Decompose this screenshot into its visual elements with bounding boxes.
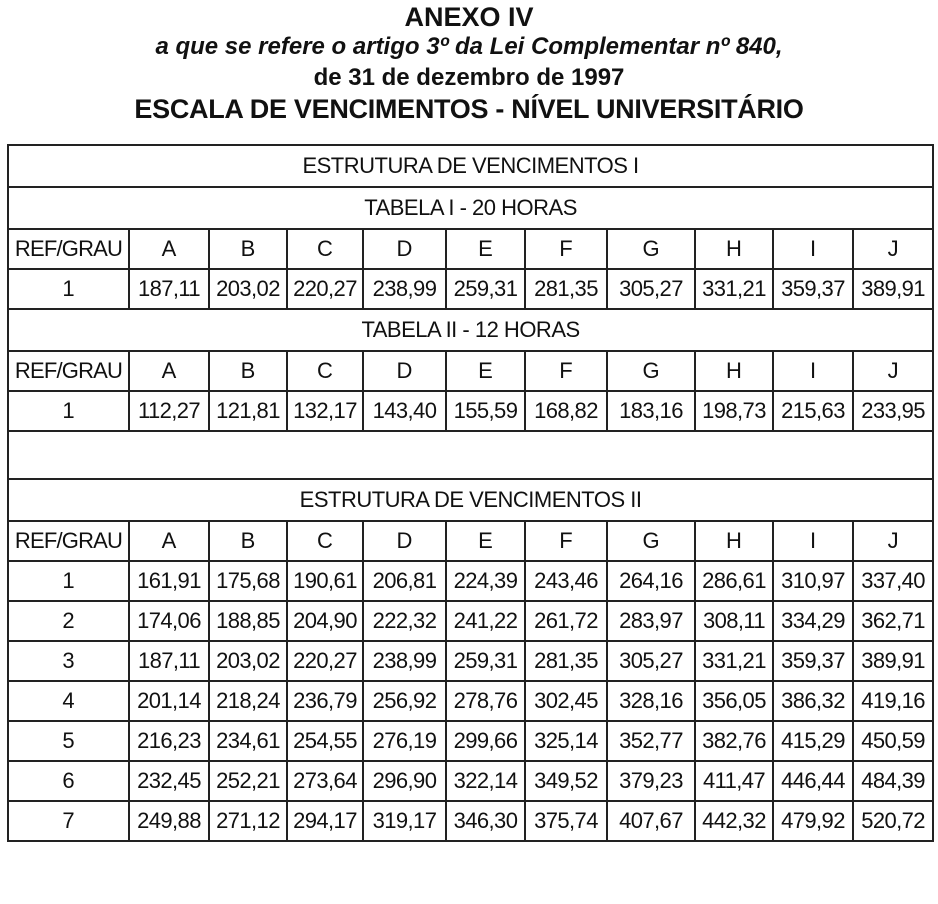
column-header: F (525, 351, 607, 391)
column-header: G (607, 351, 695, 391)
value-cell: 256,92 (363, 681, 446, 721)
value-cell: 479,92 (773, 801, 853, 841)
table-row (8, 801, 933, 841)
value-cell: 155,59 (446, 391, 525, 431)
value-cell: 331,21 (695, 269, 773, 309)
ref-cell: 7 (8, 801, 129, 841)
value-cell: 305,27 (607, 269, 695, 309)
column-header: REF/GRAU (8, 521, 129, 561)
table-row (8, 601, 933, 641)
value-cell: 362,71 (853, 601, 933, 641)
value-cell: 337,40 (853, 561, 933, 601)
ref-cell: 3 (8, 641, 129, 681)
value-cell: 241,22 (446, 601, 525, 641)
salary-table (7, 144, 934, 842)
column-header: C (287, 229, 363, 269)
value-cell: 386,32 (773, 681, 853, 721)
value-cell: 183,16 (607, 391, 695, 431)
column-header: I (773, 229, 853, 269)
value-cell: 261,72 (525, 601, 607, 641)
ref-cell: 2 (8, 601, 129, 641)
estrutura-2-title: ESTRUTURA DE VENCIMENTOS II (8, 479, 933, 521)
value-cell: 198,73 (695, 391, 773, 431)
value-cell: 310,97 (773, 561, 853, 601)
law-date: de 31 de dezembro de 1997 (313, 64, 625, 91)
value-cell: 319,17 (363, 801, 446, 841)
value-cell: 382,76 (695, 721, 773, 761)
value-cell: 349,52 (525, 761, 607, 801)
spacer-row (8, 431, 933, 479)
tabela-1-title-row (8, 187, 933, 229)
value-cell: 359,37 (773, 641, 853, 681)
value-cell: 484,39 (853, 761, 933, 801)
value-cell: 232,45 (129, 761, 209, 801)
value-cell: 218,24 (209, 681, 287, 721)
value-cell: 236,79 (287, 681, 363, 721)
value-cell: 204,90 (287, 601, 363, 641)
value-cell: 190,61 (287, 561, 363, 601)
value-cell: 356,05 (695, 681, 773, 721)
value-cell: 450,59 (853, 721, 933, 761)
column-header: A (129, 229, 209, 269)
value-cell: 234,61 (209, 721, 287, 761)
column-header: J (853, 351, 933, 391)
ref-cell: 5 (8, 721, 129, 761)
estrutura-2-title-row (8, 479, 933, 521)
value-cell: 389,91 (853, 641, 933, 681)
value-cell: 215,63 (773, 391, 853, 431)
column-header: B (209, 229, 287, 269)
column-header: H (695, 521, 773, 561)
value-cell: 302,45 (525, 681, 607, 721)
ref-cell: 1 (8, 269, 129, 309)
value-cell: 243,46 (525, 561, 607, 601)
value-cell: 238,99 (363, 269, 446, 309)
column-header: C (287, 521, 363, 561)
value-cell: 379,23 (607, 761, 695, 801)
spacer-cell (8, 431, 933, 479)
value-cell: 407,67 (607, 801, 695, 841)
column-header: H (695, 229, 773, 269)
salary-scale-title: ESCALA DE VENCIMENTOS - NÍVEL UNIVERSITÁRIO (134, 94, 804, 124)
value-cell: 359,37 (773, 269, 853, 309)
column-header: A (129, 351, 209, 391)
value-cell: 419,16 (853, 681, 933, 721)
value-cell: 442,32 (695, 801, 773, 841)
value-cell: 334,29 (773, 601, 853, 641)
ref-cell: 1 (8, 561, 129, 601)
table-row (8, 641, 933, 681)
column-header: E (446, 351, 525, 391)
value-cell: 188,85 (209, 601, 287, 641)
column-header: I (773, 351, 853, 391)
value-cell: 294,17 (287, 801, 363, 841)
column-header: H (695, 351, 773, 391)
value-cell: 132,17 (287, 391, 363, 431)
column-header: I (773, 521, 853, 561)
law-reference: a que se refere o artigo 3º da Lei Complementar nº 840, (155, 33, 783, 60)
value-cell: 283,97 (607, 601, 695, 641)
value-cell: 238,99 (363, 641, 446, 681)
value-cell: 201,14 (129, 681, 209, 721)
estrutura-1-title-row (8, 145, 933, 187)
value-cell: 187,11 (129, 269, 209, 309)
value-cell: 233,95 (853, 391, 933, 431)
value-cell: 520,72 (853, 801, 933, 841)
value-cell: 259,31 (446, 269, 525, 309)
table-row (8, 391, 933, 431)
value-cell: 254,55 (287, 721, 363, 761)
value-cell: 322,14 (446, 761, 525, 801)
value-cell: 276,19 (363, 721, 446, 761)
column-header: J (853, 521, 933, 561)
value-cell: 203,02 (209, 269, 287, 309)
column-header: D (363, 521, 446, 561)
column-header: C (287, 351, 363, 391)
value-cell: 112,27 (129, 391, 209, 431)
value-cell: 249,88 (129, 801, 209, 841)
value-cell: 224,39 (446, 561, 525, 601)
column-header: D (363, 351, 446, 391)
table-row (8, 761, 933, 801)
column-header: G (607, 521, 695, 561)
value-cell: 168,82 (525, 391, 607, 431)
value-cell: 143,40 (363, 391, 446, 431)
ref-cell: 6 (8, 761, 129, 801)
column-header: REF/GRAU (8, 229, 129, 269)
column-header-row (8, 521, 933, 561)
value-cell: 174,06 (129, 601, 209, 641)
value-cell: 121,81 (209, 391, 287, 431)
tabela-2-title-row (8, 309, 933, 351)
value-cell: 271,12 (209, 801, 287, 841)
table-row (8, 681, 933, 721)
value-cell: 308,11 (695, 601, 773, 641)
salary-table-body (8, 145, 933, 841)
value-cell: 299,66 (446, 721, 525, 761)
value-cell: 325,14 (525, 721, 607, 761)
table-row (8, 721, 933, 761)
tabela-2-title: TABELA II - 12 HORAS (8, 309, 933, 351)
column-header: J (853, 229, 933, 269)
tabela-1-title: TABELA I - 20 HORAS (8, 187, 933, 229)
value-cell: 206,81 (363, 561, 446, 601)
column-header: E (446, 521, 525, 561)
column-header: F (525, 229, 607, 269)
value-cell: 281,35 (525, 269, 607, 309)
column-header: A (129, 521, 209, 561)
value-cell: 286,61 (695, 561, 773, 601)
value-cell: 278,76 (446, 681, 525, 721)
value-cell: 446,44 (773, 761, 853, 801)
value-cell: 187,11 (129, 641, 209, 681)
value-cell: 375,74 (525, 801, 607, 841)
column-header: F (525, 521, 607, 561)
value-cell: 175,68 (209, 561, 287, 601)
value-cell: 389,91 (853, 269, 933, 309)
column-header-row (8, 351, 933, 391)
ref-cell: 1 (8, 391, 129, 431)
value-cell: 415,29 (773, 721, 853, 761)
column-header: D (363, 229, 446, 269)
value-cell: 305,27 (607, 641, 695, 681)
value-cell: 296,90 (363, 761, 446, 801)
value-cell: 259,31 (446, 641, 525, 681)
value-cell: 216,23 (129, 721, 209, 761)
annex-title: ANEXO IV (404, 2, 534, 32)
value-cell: 328,16 (607, 681, 695, 721)
column-header: B (209, 521, 287, 561)
value-cell: 411,47 (695, 761, 773, 801)
value-cell: 331,21 (695, 641, 773, 681)
column-header: B (209, 351, 287, 391)
column-header: E (446, 229, 525, 269)
value-cell: 281,35 (525, 641, 607, 681)
table-row (8, 561, 933, 601)
column-header: REF/GRAU (8, 351, 129, 391)
value-cell: 252,21 (209, 761, 287, 801)
value-cell: 220,27 (287, 269, 363, 309)
value-cell: 220,27 (287, 641, 363, 681)
column-header: G (607, 229, 695, 269)
table-row (8, 269, 933, 309)
value-cell: 273,64 (287, 761, 363, 801)
value-cell: 264,16 (607, 561, 695, 601)
estrutura-1-title: ESTRUTURA DE VENCIMENTOS I (8, 145, 933, 187)
value-cell: 161,91 (129, 561, 209, 601)
column-header-row (8, 229, 933, 269)
value-cell: 352,77 (607, 721, 695, 761)
value-cell: 203,02 (209, 641, 287, 681)
value-cell: 346,30 (446, 801, 525, 841)
ref-cell: 4 (8, 681, 129, 721)
value-cell: 222,32 (363, 601, 446, 641)
